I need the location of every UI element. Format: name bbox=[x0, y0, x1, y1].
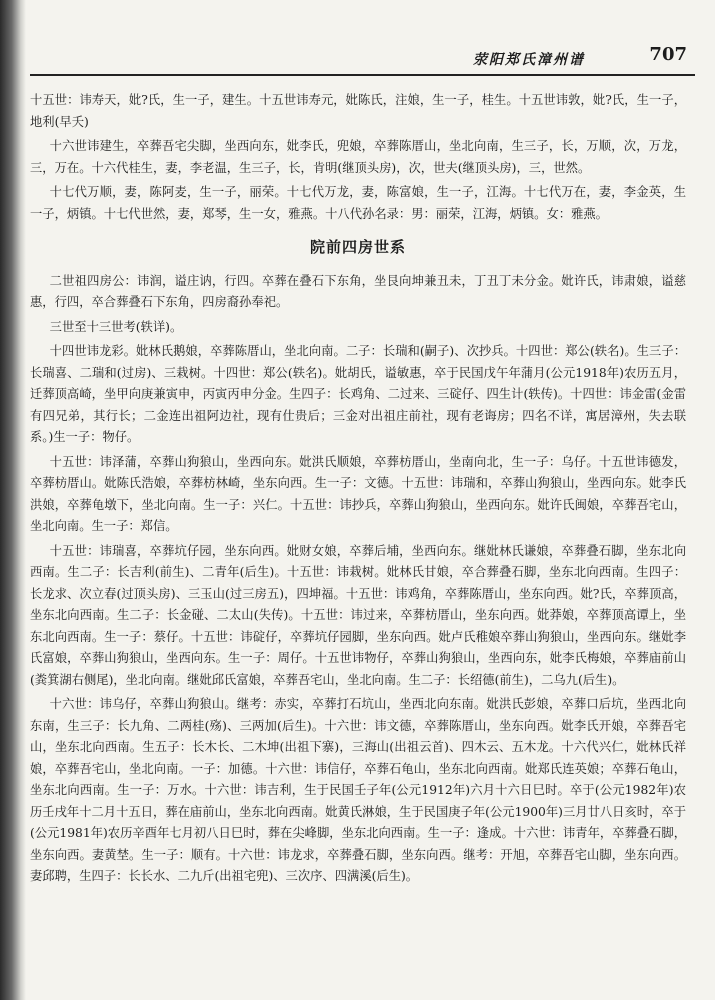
paragraph: 十五世：讳泽蒲，卒葬山狗狼山，坐西向东。妣洪氏顺娘，卒葬枋厝山，坐南向北，生一子：乌仔。十五世讳德发，卒葬枋厝山。妣陈氏浩娘，卒葬枋林崎，坐东向西。生一子：文德。十五世：讳瑞和，卒葬山狗狼山，坐西向东。妣李氏洪娘，卒葬龟墩下，坐北向南。生一子：兴仁。十五世：讳抄兵，卒葬山狗狼山，坐西向东。妣许氏闽娘，卒葬吾宅山，坐北向南。生一子：郑信。 bbox=[30, 454, 686, 533]
paragraph: 十五世：讳瑞喜，卒葬坑仔园，坐东向西。妣财女娘，卒葬后埔，坐西向东。继妣林氏谦娘，卒葬叠石脚，坐东北向西南。生二子：长吉利(前生)、二青年(后生)。十五世：讳栽树。妣林氏甘娘，卒合葬叠石脚，坐东北向西南。生四子：长龙求、次立春(过顶头房)、三玉山(过三房五)，四坤福。十五世：讳鸡角，卒葬陈厝山，坐东向西。妣?氏，卒葬顶高，坐东北向西南。生二子：长金碰、二太山(失传)。十五世：讳过来，卒葬枋厝山，坐东向西。妣莽娘，卒葬顶高谭上，坐东北向西南。生一子：蔡仔。十五世：讳碇仔，卒葬坑仔园脚，坐东向西。妣卢氏稚娘卒葬山狗狼山，坐西向东。继妣李氏富娘，卒葬山狗狼山，坐西向东。生一子：周仔。十五世讳物仔，卒葬山狗狼山，坐西向东，妣李氏梅娘，卒葬庙前山(粪箕湖右侧尾)，坐北向南。继妣邱氏富娘，卒葬吾宅山，坐北向南。生二子：长绍德(前生)，二乌九(后生)。 bbox=[30, 543, 686, 687]
paragraph: 十六世讳建生，卒葬吾宅尖脚，坐西向东，妣李氏，兜娘，卒葬陈厝山，坐北向南，生三子，长，万顺，次，万龙，三，万在。十六代桂生，妻，李老温，生三子，长，肯明(继顶头房)，次，世夫(继顶头房)，三，世然。 bbox=[30, 139, 686, 175]
page-number: 707 bbox=[649, 44, 687, 65]
paragraph: 三世至十三世考(轶详)。 bbox=[49, 319, 183, 334]
running-title: 荥阳郑氏漳州谱 bbox=[473, 52, 585, 68]
book-spine-shadow bbox=[0, 0, 26, 1000]
section-heading: 院前四房世系 bbox=[309, 238, 406, 256]
paragraph: 十五世：讳寿天，妣?氏，生一子，建生。十五世讳寿元，妣陈氏，注娘，生一子，桂生。十五世讳敦，妣?氏，生一子，地利(早夭) bbox=[30, 93, 686, 129]
page-header bbox=[30, 40, 695, 76]
paragraph: 十六世：讳乌仔，卒葬山狗狼山。继考：赤实，卒葬打石坑山，坐西北向东南。妣洪氏彭娘，卒葬口后坑，坐西北向东南，生三子：长九角、二两桂(殇)、三两加(后生)。十六世：讳文德，卒葬陈厝山，坐东向西。妣李氏开娘，卒葬吾宅山，坐东北向西南。生五子：长木长、二木坤(出祖下寨)，三海山(出祖云首)、四木云、五木龙。十六代兴仁，妣林氏祥娘，卒葬吾宅山，坐北向南。一子：加德。十六世：讳信仔，卒葬石龟山，坐东北向西南。妣郑氏连英娘；卒葬石龟山，坐东北向西南。生一子：万水。十六世：讳吉利，生于民国壬子年(公元1912年)六月十六日巳时。卒于(公元1982年)农历壬戌年十二月十五日，葬在庙前山，坐东北向西南。妣黄氏淋娘，生于民国庚子年(公元1900年)三月廿八日亥时，卒于(公元1981年)农历辛酉年七月初八日巳时，葬在尖峰脚，坐东北向西南。生一子：逢成。十六世：讳青年，卒葬叠石脚，坐东向西。妻黄埜。生一子：顺有。十六世：讳龙求，卒葬叠石脚，坐东向西。继考：开旭，卒葬吾宅山脚，坐东向西。妻邱聘，生四子：长长水、二九斤(出祖宅兜)、三次序、四满溪(后生)。 bbox=[30, 697, 686, 883]
paragraph: 十四世讳龙彩。妣林氏鹅娘，卒葬陈厝山，坐北向南。二子：长瑞和(嗣子)、次抄兵。十四世：郑公(轶名)。生三子：长瑞喜、二瑞和(过房)、三栽树。十四世：郑公(轶名)。妣胡氏，谥敏惠，卒于民国戊午年蒲月(公元1918年)农历五月，迁葬顶高崎，坐甲向庚兼寅申，丙寅丙申分金。生四子：长鸡角、二过来、三碇仔、四生计(轶传)。十四世：讳金雷(金雷有四兄弟，其行长；二金连出祖阿边社，现有仕贵后；三金对出祖庄前社，现有老诲房；四名不详，寓居漳州，失去联系。)生一子：物仔。 bbox=[30, 344, 686, 444]
paragraph: 十七代万顺，妻，陈阿麦，生一子，丽荣。十七代万龙，妻，陈富娘，生一子，江海。十七代万在，妻，李金英，生一子，炳镇。十七代世然，妻，郑琴，生一女，雅燕。十八代孙名录：男：丽荣，江海，炳镇。女：雅燕。 bbox=[30, 185, 686, 221]
paragraph: 二世祖四房公：讳润，谥庄讷，行四。卒葬在叠石下东角，坐艮向坤兼丑未，丁丑丁未分金。妣许氏，讳肃娘，谥慈惠，行四，卒合葬叠石下东角，四房裔孙奉祀。 bbox=[30, 273, 686, 309]
page-body bbox=[30, 90, 686, 891]
